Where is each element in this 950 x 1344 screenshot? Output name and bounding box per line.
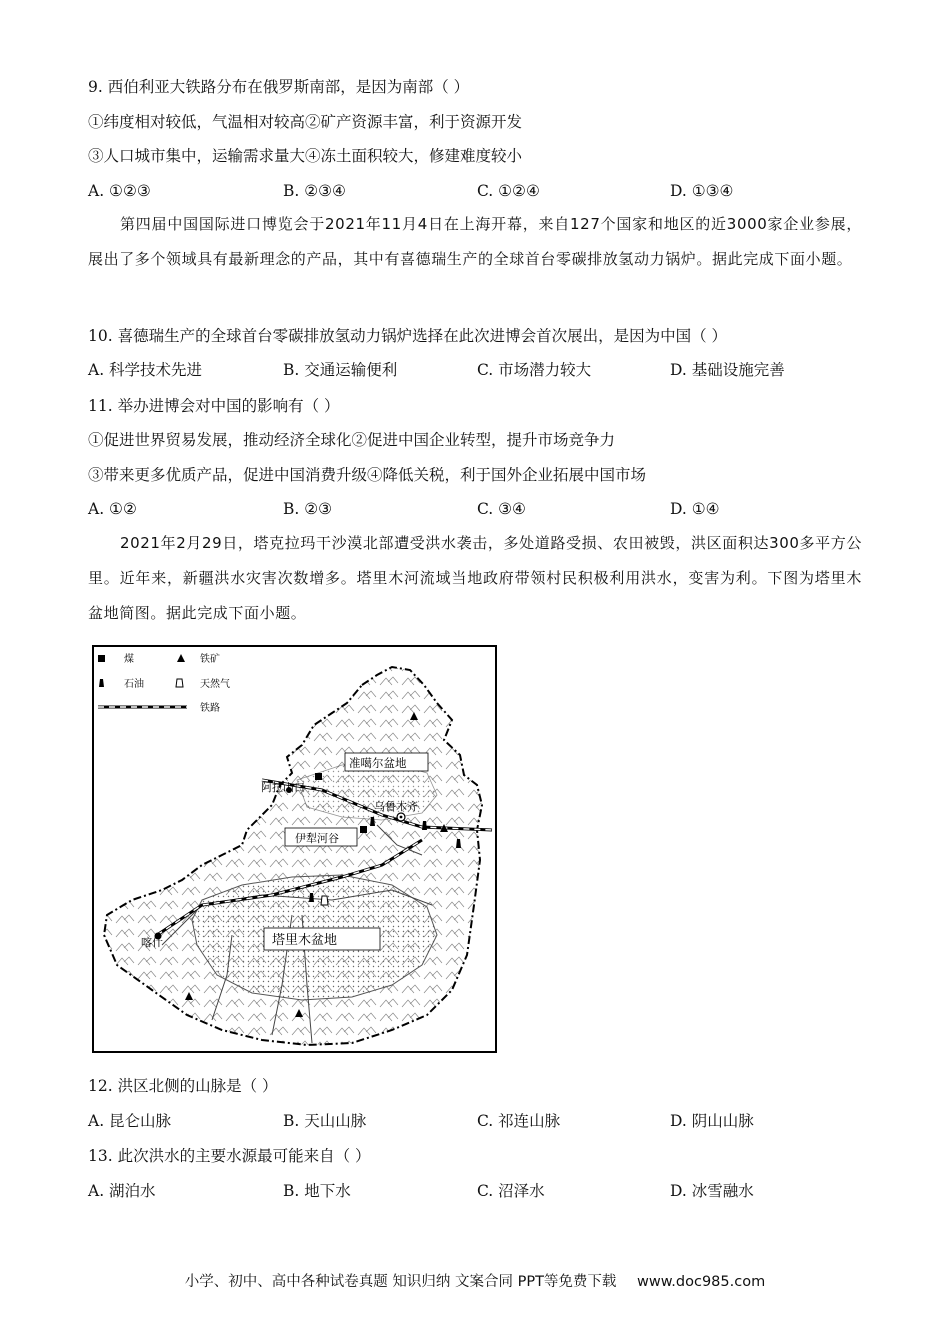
q11-stem: 11. 举办进博会对中国的影响有（ ） <box>88 397 340 415</box>
q13-option-c[interactable]: C. 沼泽水 <box>477 1182 545 1200</box>
legend-gas: 天然气 <box>200 679 230 690</box>
q12-option-d[interactable]: D. 阴山山脉 <box>670 1112 754 1130</box>
q10-option-a[interactable]: A. 科学技术先进 <box>88 361 203 379</box>
gas-icon <box>176 679 183 687</box>
passage-flood: 2021年2月29日，塔克拉玛干沙漠北部遭受洪水袭击，多处道路受损、农田被毁，洪区面积达300多平方公里。近年来，新疆洪水灾害次数增多。塔里木河流域当地政府带领村民积极利用洪水，变害为利。下图为塔里木盆地简图。据此完成下面小题。 <box>88 534 862 622</box>
q11-options <box>88 499 868 519</box>
page-footer <box>0 1270 950 1291</box>
q10-options <box>88 360 868 380</box>
legend-coal: 煤 <box>124 654 134 665</box>
footer-text: 小学、初中、高中各种试卷真题 知识归纳 文案合同 PPT等免费下载 <box>184 1274 617 1290</box>
label-ili: 伊犁河谷 <box>295 832 339 845</box>
q11-option-c[interactable]: C. ③④ <box>477 500 526 518</box>
q9-option-d[interactable]: D. ①③④ <box>670 182 734 200</box>
q11-statement-1: ①促进世界贸易发展，推动经济全球化②促进中国企业转型，提升市场竞争力 <box>88 431 616 449</box>
q10-stem: 10. 喜德瑞生产的全球首台零碳排放氢动力锅炉选择在此次进博会首次展出，是因为中国（ ） <box>88 327 728 345</box>
legend-railway: 铁路 <box>200 703 220 714</box>
q10-option-c[interactable]: C. 市场潜力较大 <box>477 361 592 379</box>
label-tarim: 塔里木盆地 <box>272 933 338 948</box>
q12-option-c[interactable]: C. 祁连山脉 <box>477 1112 561 1130</box>
q11-option-d[interactable]: D. ①④ <box>670 500 720 518</box>
q12-options <box>88 1111 868 1131</box>
q11-option-a[interactable]: A. ①② <box>88 500 137 518</box>
q10-option-d[interactable]: D. 基础设施完善 <box>670 361 785 379</box>
label-urumqi: 乌鲁木齐 <box>374 800 418 813</box>
q9-options <box>88 181 868 201</box>
q12-option-a[interactable]: A. 昆仑山脉 <box>88 1112 172 1130</box>
legend-oil: 石油 <box>124 679 144 690</box>
q9-stem: 9. 西伯利亚大铁路分布在俄罗斯南部，是因为南部（ ） <box>88 78 470 96</box>
q11-option-b[interactable]: B. ②③ <box>283 500 333 518</box>
q12-option-b[interactable]: B. 天山山脉 <box>283 1112 367 1130</box>
q13-stem: 13. 此次洪水的主要水源最可能来自（ ） <box>88 1147 371 1165</box>
q9-statement-1: ①纬度相对较低，气温相对较高②矿产资源丰富，利于资源开发 <box>88 113 523 131</box>
coal-icon <box>98 655 105 662</box>
legend-iron: 铁矿 <box>200 654 220 665</box>
q9-option-a[interactable]: A. ①②③ <box>88 182 151 200</box>
label-kashgar: 喀什 <box>141 936 163 949</box>
q13-option-b[interactable]: B. 地下水 <box>283 1182 351 1200</box>
label-alashankou: 阿拉山口 <box>261 781 305 794</box>
q9-statement-2: ③人口城市集中，运输需求量大④冻土面积较大，修建难度较小 <box>88 147 523 165</box>
footer-link[interactable]: www.doc985.com <box>637 1274 766 1290</box>
q13-options <box>88 1181 868 1201</box>
q9-option-c[interactable]: C. ①②④ <box>477 182 540 200</box>
q11-statement-2: ③带来更多优质产品，促进中国消费升级④降低关税，利于国外企业拓展中国市场 <box>88 466 647 484</box>
label-junggar: 准噶尔盆地 <box>349 756 407 770</box>
passage-expo: 第四届中国国际进口博览会于2021年11月4日在上海开幕，来自127个国家和地区的近3000家企业参展，展出了多个领域具有最新理念的产品，其中有喜德瑞生产的全球首台零碳排放氢动力锅炉。据此完成下面小题。 <box>88 215 862 268</box>
q13-option-d[interactable]: D. 冰雪融水 <box>670 1182 754 1200</box>
tarim-basin-map <box>92 645 497 1053</box>
q9-option-b[interactable]: B. ②③④ <box>283 182 346 200</box>
q12-stem: 12. 洪区北侧的山脉是（ ） <box>88 1077 278 1095</box>
q13-option-a[interactable]: A. 湖泊水 <box>88 1182 156 1200</box>
q10-option-b[interactable]: B. 交通运输便利 <box>283 361 398 379</box>
